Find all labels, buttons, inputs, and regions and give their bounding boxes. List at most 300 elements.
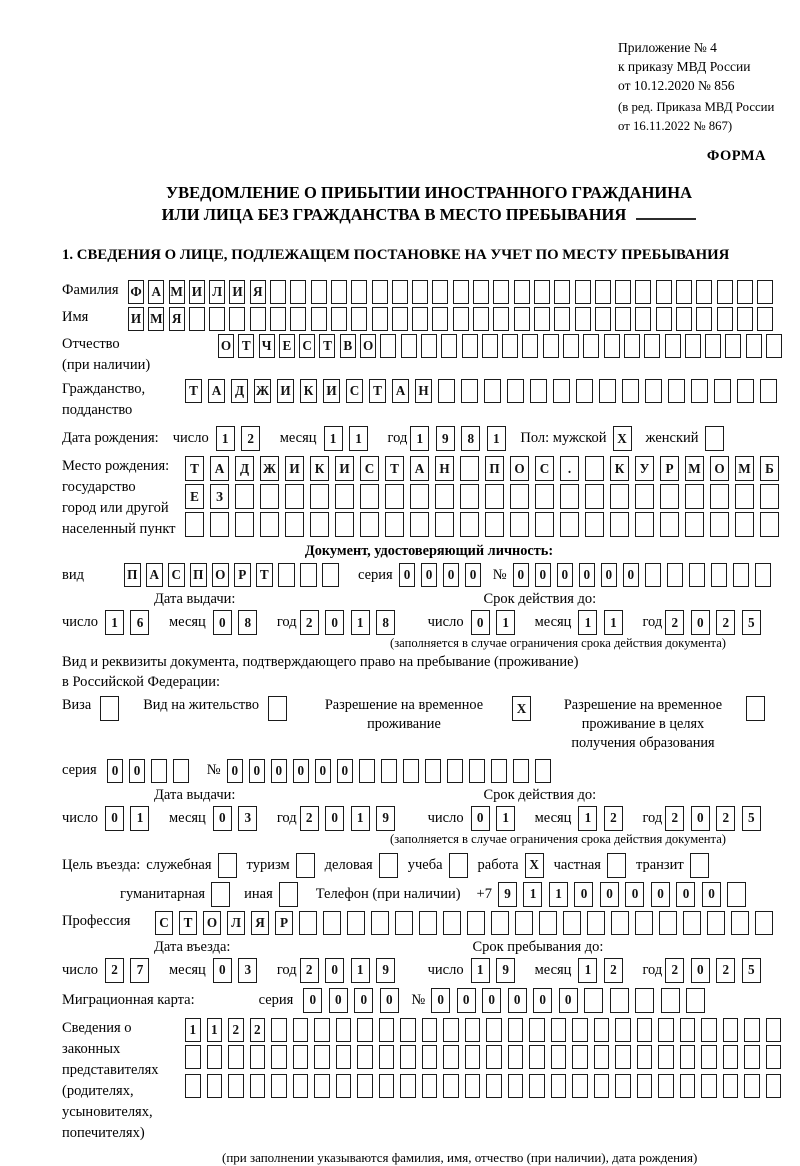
char-box[interactable]: И: [128, 307, 144, 331]
char-box[interactable]: [331, 280, 347, 304]
char-box[interactable]: 6: [130, 610, 149, 635]
char-box[interactable]: [360, 512, 379, 537]
char-box[interactable]: [314, 1045, 330, 1069]
char-box[interactable]: [486, 1045, 502, 1069]
char-box[interactable]: [575, 307, 591, 331]
char-box[interactable]: [392, 307, 408, 331]
char-box[interactable]: [676, 307, 692, 331]
char-box[interactable]: [661, 988, 680, 1013]
char-box[interactable]: [250, 1074, 266, 1098]
char-box[interactable]: [412, 280, 428, 304]
char-box[interactable]: [760, 484, 779, 509]
char-box[interactable]: 0: [557, 563, 574, 587]
char-box[interactable]: [443, 1074, 459, 1098]
char-box[interactable]: 0: [380, 988, 399, 1013]
char-box[interactable]: [279, 882, 298, 907]
char-box[interactable]: А: [392, 379, 409, 403]
char-box[interactable]: [610, 988, 629, 1013]
char-box[interactable]: 1: [349, 426, 368, 451]
char-box[interactable]: [453, 307, 469, 331]
char-box[interactable]: [435, 484, 454, 509]
char-box[interactable]: [529, 1045, 545, 1069]
char-box[interactable]: 3: [238, 806, 257, 831]
char-box[interactable]: 0: [513, 563, 530, 587]
char-box[interactable]: [441, 334, 457, 358]
char-box[interactable]: Ф: [128, 280, 144, 304]
char-box[interactable]: [563, 911, 581, 935]
char-box[interactable]: [473, 280, 489, 304]
char-box[interactable]: [755, 911, 773, 935]
char-box[interactable]: 1: [216, 426, 235, 451]
char-box[interactable]: [422, 1018, 438, 1042]
char-box[interactable]: [385, 512, 404, 537]
char-box[interactable]: [635, 911, 653, 935]
char-box[interactable]: [185, 1074, 201, 1098]
char-box[interactable]: [584, 988, 603, 1013]
char-box[interactable]: 0: [574, 882, 593, 907]
char-box[interactable]: 0: [129, 759, 146, 783]
char-box[interactable]: [595, 307, 611, 331]
char-box[interactable]: [443, 1045, 459, 1069]
char-box[interactable]: [658, 1045, 674, 1069]
char-box[interactable]: 1: [549, 882, 568, 907]
char-box[interactable]: [271, 1074, 287, 1098]
char-box[interactable]: [491, 911, 509, 935]
char-box[interactable]: [403, 759, 420, 783]
char-box[interactable]: И: [277, 379, 294, 403]
char-box[interactable]: [744, 1045, 760, 1069]
char-box[interactable]: X: [613, 426, 632, 451]
char-box[interactable]: [701, 1074, 717, 1098]
char-box[interactable]: В: [340, 334, 356, 358]
char-box[interactable]: [486, 1074, 502, 1098]
char-box[interactable]: П: [124, 563, 141, 587]
char-box[interactable]: [151, 759, 168, 783]
char-box[interactable]: [535, 759, 552, 783]
char-box[interactable]: [510, 484, 529, 509]
char-box[interactable]: [624, 334, 640, 358]
char-box[interactable]: [285, 484, 304, 509]
char-box[interactable]: [637, 1018, 653, 1042]
char-box[interactable]: [576, 379, 593, 403]
char-box[interactable]: 0: [329, 988, 348, 1013]
char-box[interactable]: [667, 563, 684, 587]
char-box[interactable]: 2: [604, 806, 623, 831]
char-box[interactable]: 1: [410, 426, 429, 451]
char-box[interactable]: М: [685, 456, 704, 481]
char-box[interactable]: [485, 484, 504, 509]
char-box[interactable]: [293, 1045, 309, 1069]
char-box[interactable]: [594, 1074, 610, 1098]
char-box[interactable]: [347, 911, 365, 935]
char-box[interactable]: [522, 334, 538, 358]
char-box[interactable]: [572, 1074, 588, 1098]
char-box[interactable]: С: [155, 911, 173, 935]
char-box[interactable]: [529, 1074, 545, 1098]
char-box[interactable]: [737, 379, 754, 403]
char-box[interactable]: [372, 280, 388, 304]
char-box[interactable]: А: [148, 280, 164, 304]
char-box[interactable]: [508, 1018, 524, 1042]
char-box[interactable]: 2: [241, 426, 260, 451]
char-box[interactable]: [766, 1045, 782, 1069]
char-box[interactable]: [645, 379, 662, 403]
char-box[interactable]: [422, 1045, 438, 1069]
char-box[interactable]: [553, 379, 570, 403]
char-box[interactable]: [595, 280, 611, 304]
char-box[interactable]: [711, 563, 728, 587]
char-box[interactable]: [727, 882, 746, 907]
char-box[interactable]: А: [146, 563, 163, 587]
char-box[interactable]: [357, 1074, 373, 1098]
char-box[interactable]: [410, 512, 429, 537]
char-box[interactable]: [594, 1018, 610, 1042]
char-box[interactable]: Т: [179, 911, 197, 935]
char-box[interactable]: 0: [315, 759, 332, 783]
char-box[interactable]: Т: [185, 456, 204, 481]
char-box[interactable]: [746, 334, 762, 358]
char-box[interactable]: 5: [742, 610, 761, 635]
char-box[interactable]: [271, 1045, 287, 1069]
char-box[interactable]: [686, 988, 705, 1013]
char-box[interactable]: [587, 911, 605, 935]
char-box[interactable]: 2: [665, 806, 684, 831]
char-box[interactable]: 9: [376, 958, 395, 983]
char-box[interactable]: Р: [660, 456, 679, 481]
char-box[interactable]: Т: [185, 379, 202, 403]
char-box[interactable]: [766, 334, 782, 358]
char-box[interactable]: Т: [319, 334, 335, 358]
char-box[interactable]: [701, 1018, 717, 1042]
char-box[interactable]: [290, 280, 306, 304]
char-box[interactable]: 0: [227, 759, 244, 783]
char-box[interactable]: 0: [691, 958, 710, 983]
char-box[interactable]: [717, 307, 733, 331]
char-box[interactable]: 0: [303, 988, 322, 1013]
char-box[interactable]: [744, 1074, 760, 1098]
char-box[interactable]: 1: [185, 1018, 201, 1042]
char-box[interactable]: [185, 1045, 201, 1069]
char-box[interactable]: И: [189, 280, 205, 304]
char-box[interactable]: 0: [337, 759, 354, 783]
char-box[interactable]: [529, 1018, 545, 1042]
char-box[interactable]: [290, 307, 306, 331]
char-box[interactable]: 0: [691, 806, 710, 831]
char-box[interactable]: [583, 334, 599, 358]
char-box[interactable]: [530, 379, 547, 403]
char-box[interactable]: [766, 1074, 782, 1098]
char-box[interactable]: [412, 307, 428, 331]
char-box[interactable]: [585, 484, 604, 509]
char-box[interactable]: О: [218, 334, 234, 358]
char-box[interactable]: 0: [213, 806, 232, 831]
char-box[interactable]: [701, 1045, 717, 1069]
char-box[interactable]: [419, 911, 437, 935]
char-box[interactable]: 0: [625, 882, 644, 907]
char-box[interactable]: 2: [716, 958, 735, 983]
char-box[interactable]: [744, 1018, 760, 1042]
char-box[interactable]: [210, 512, 229, 537]
char-box[interactable]: [554, 307, 570, 331]
char-box[interactable]: [438, 379, 455, 403]
char-box[interactable]: [372, 307, 388, 331]
char-box[interactable]: 1: [578, 958, 597, 983]
char-box[interactable]: [314, 1018, 330, 1042]
char-box[interactable]: [615, 280, 631, 304]
char-box[interactable]: [189, 307, 205, 331]
char-box[interactable]: [660, 484, 679, 509]
char-box[interactable]: [322, 563, 339, 587]
char-box[interactable]: С: [299, 334, 315, 358]
char-box[interactable]: Е: [185, 484, 204, 509]
char-box[interactable]: [278, 563, 295, 587]
char-box[interactable]: [572, 1045, 588, 1069]
char-box[interactable]: И: [335, 456, 354, 481]
char-box[interactable]: [607, 853, 626, 878]
char-box[interactable]: 0: [213, 610, 232, 635]
char-box[interactable]: К: [610, 456, 629, 481]
char-box[interactable]: [443, 911, 461, 935]
char-box[interactable]: [604, 334, 620, 358]
char-box[interactable]: [599, 379, 616, 403]
char-box[interactable]: [336, 1045, 352, 1069]
char-box[interactable]: [534, 280, 550, 304]
char-box[interactable]: 0: [559, 988, 578, 1013]
char-box[interactable]: [665, 334, 681, 358]
char-box[interactable]: [508, 1074, 524, 1098]
char-box[interactable]: [515, 911, 533, 935]
char-box[interactable]: 0: [482, 988, 501, 1013]
char-box[interactable]: [637, 1074, 653, 1098]
char-box[interactable]: С: [535, 456, 554, 481]
char-box[interactable]: [351, 307, 367, 331]
char-box[interactable]: [491, 759, 508, 783]
char-box[interactable]: [710, 484, 729, 509]
char-box[interactable]: 1: [351, 610, 370, 635]
char-box[interactable]: 1: [578, 610, 597, 635]
char-box[interactable]: [658, 1074, 674, 1098]
char-box[interactable]: 0: [508, 988, 527, 1013]
char-box[interactable]: .: [560, 456, 579, 481]
char-box[interactable]: [691, 379, 708, 403]
char-box[interactable]: [493, 307, 509, 331]
char-box[interactable]: Р: [275, 911, 293, 935]
char-box[interactable]: Я: [250, 280, 266, 304]
char-box[interactable]: [615, 1045, 631, 1069]
char-box[interactable]: 1: [130, 806, 149, 831]
char-box[interactable]: [173, 759, 190, 783]
char-box[interactable]: 2: [250, 1018, 266, 1042]
char-box[interactable]: [336, 1018, 352, 1042]
char-box[interactable]: 2: [228, 1018, 244, 1042]
char-box[interactable]: [615, 307, 631, 331]
char-box[interactable]: [250, 307, 266, 331]
char-box[interactable]: 1: [523, 882, 542, 907]
char-box[interactable]: [235, 512, 254, 537]
char-box[interactable]: Л: [227, 911, 245, 935]
char-box[interactable]: [585, 456, 604, 481]
char-box[interactable]: 0: [213, 958, 232, 983]
char-box[interactable]: [685, 512, 704, 537]
char-box[interactable]: [534, 307, 550, 331]
char-box[interactable]: [351, 280, 367, 304]
char-box[interactable]: [228, 1045, 244, 1069]
char-box[interactable]: [310, 512, 329, 537]
char-box[interactable]: [507, 379, 524, 403]
char-box[interactable]: С: [168, 563, 185, 587]
char-box[interactable]: [493, 280, 509, 304]
char-box[interactable]: 5: [742, 958, 761, 983]
char-box[interactable]: 1: [604, 610, 623, 635]
char-box[interactable]: [560, 484, 579, 509]
char-box[interactable]: 0: [676, 882, 695, 907]
char-box[interactable]: [610, 512, 629, 537]
char-box[interactable]: [395, 911, 413, 935]
char-box[interactable]: 2: [300, 610, 319, 635]
char-box[interactable]: 0: [702, 882, 721, 907]
char-box[interactable]: 9: [498, 882, 517, 907]
char-box[interactable]: [360, 484, 379, 509]
char-box[interactable]: П: [485, 456, 504, 481]
char-box[interactable]: [551, 1018, 567, 1042]
char-box[interactable]: [371, 911, 389, 935]
char-box[interactable]: [656, 307, 672, 331]
char-box[interactable]: [209, 307, 225, 331]
char-box[interactable]: 2: [300, 806, 319, 831]
char-box[interactable]: [473, 307, 489, 331]
char-box[interactable]: [660, 512, 679, 537]
char-box[interactable]: [185, 512, 204, 537]
char-box[interactable]: [572, 1018, 588, 1042]
char-box[interactable]: [381, 759, 398, 783]
char-box[interactable]: [611, 911, 629, 935]
char-box[interactable]: [714, 379, 731, 403]
char-box[interactable]: [335, 484, 354, 509]
char-box[interactable]: [331, 307, 347, 331]
char-box[interactable]: [696, 307, 712, 331]
char-box[interactable]: [207, 1074, 223, 1098]
char-box[interactable]: [260, 512, 279, 537]
char-box[interactable]: [685, 334, 701, 358]
char-box[interactable]: [733, 563, 750, 587]
char-box[interactable]: [757, 280, 773, 304]
char-box[interactable]: [379, 1074, 395, 1098]
char-box[interactable]: [696, 280, 712, 304]
char-box[interactable]: X: [525, 853, 544, 878]
char-box[interactable]: [271, 1018, 287, 1042]
char-box[interactable]: [539, 911, 557, 935]
char-box[interactable]: У: [635, 456, 654, 481]
char-box[interactable]: 0: [623, 563, 640, 587]
char-box[interactable]: [100, 696, 119, 721]
char-box[interactable]: К: [300, 379, 317, 403]
char-box[interactable]: [310, 484, 329, 509]
char-box[interactable]: [335, 512, 354, 537]
char-box[interactable]: [757, 307, 773, 331]
char-box[interactable]: [469, 759, 486, 783]
char-box[interactable]: 1: [351, 806, 370, 831]
char-box[interactable]: [460, 484, 479, 509]
char-box[interactable]: Д: [231, 379, 248, 403]
char-box[interactable]: [551, 1074, 567, 1098]
char-box[interactable]: [683, 911, 701, 935]
char-box[interactable]: [610, 484, 629, 509]
char-box[interactable]: [514, 280, 530, 304]
char-box[interactable]: С: [360, 456, 379, 481]
char-box[interactable]: [357, 1018, 373, 1042]
char-box[interactable]: 0: [325, 806, 344, 831]
char-box[interactable]: [357, 1045, 373, 1069]
char-box[interactable]: [379, 1045, 395, 1069]
char-box[interactable]: Б: [760, 456, 779, 481]
char-box[interactable]: [211, 882, 230, 907]
char-box[interactable]: [635, 307, 651, 331]
char-box[interactable]: [314, 1074, 330, 1098]
char-box[interactable]: [400, 1074, 416, 1098]
char-box[interactable]: 5: [742, 806, 761, 831]
char-box[interactable]: [293, 1018, 309, 1042]
char-box[interactable]: [680, 1018, 696, 1042]
char-box[interactable]: [705, 334, 721, 358]
char-box[interactable]: 1: [578, 806, 597, 831]
char-box[interactable]: [560, 512, 579, 537]
char-box[interactable]: [465, 1045, 481, 1069]
char-box[interactable]: [270, 280, 286, 304]
char-box[interactable]: [449, 853, 468, 878]
char-box[interactable]: [218, 853, 237, 878]
char-box[interactable]: 1: [207, 1018, 223, 1042]
char-box[interactable]: Т: [369, 379, 386, 403]
char-box[interactable]: [658, 1018, 674, 1042]
char-box[interactable]: [311, 307, 327, 331]
char-box[interactable]: З: [210, 484, 229, 509]
char-box[interactable]: 0: [471, 610, 490, 635]
char-box[interactable]: [725, 334, 741, 358]
char-box[interactable]: [543, 334, 559, 358]
char-box[interactable]: 0: [399, 563, 416, 587]
char-box[interactable]: [467, 911, 485, 935]
char-box[interactable]: 9: [376, 806, 395, 831]
char-box[interactable]: И: [285, 456, 304, 481]
char-box[interactable]: 2: [300, 958, 319, 983]
char-box[interactable]: [296, 853, 315, 878]
char-box[interactable]: [563, 334, 579, 358]
char-box[interactable]: М: [148, 307, 164, 331]
char-box[interactable]: [645, 563, 662, 587]
char-box[interactable]: [400, 1045, 416, 1069]
char-box[interactable]: [737, 307, 753, 331]
char-box[interactable]: 0: [691, 610, 710, 635]
char-box[interactable]: 0: [579, 563, 596, 587]
char-box[interactable]: А: [208, 379, 225, 403]
char-box[interactable]: [336, 1074, 352, 1098]
char-box[interactable]: Н: [415, 379, 432, 403]
char-box[interactable]: [268, 696, 287, 721]
char-box[interactable]: 2: [105, 958, 124, 983]
char-box[interactable]: [513, 759, 530, 783]
char-box[interactable]: [685, 484, 704, 509]
char-box[interactable]: [379, 853, 398, 878]
char-box[interactable]: Т: [385, 456, 404, 481]
char-box[interactable]: Я: [169, 307, 185, 331]
char-box[interactable]: 0: [651, 882, 670, 907]
char-box[interactable]: 2: [604, 958, 623, 983]
char-box[interactable]: [554, 280, 570, 304]
char-box[interactable]: И: [229, 280, 245, 304]
char-box[interactable]: 7: [130, 958, 149, 983]
char-box[interactable]: [689, 563, 706, 587]
char-box[interactable]: [710, 512, 729, 537]
